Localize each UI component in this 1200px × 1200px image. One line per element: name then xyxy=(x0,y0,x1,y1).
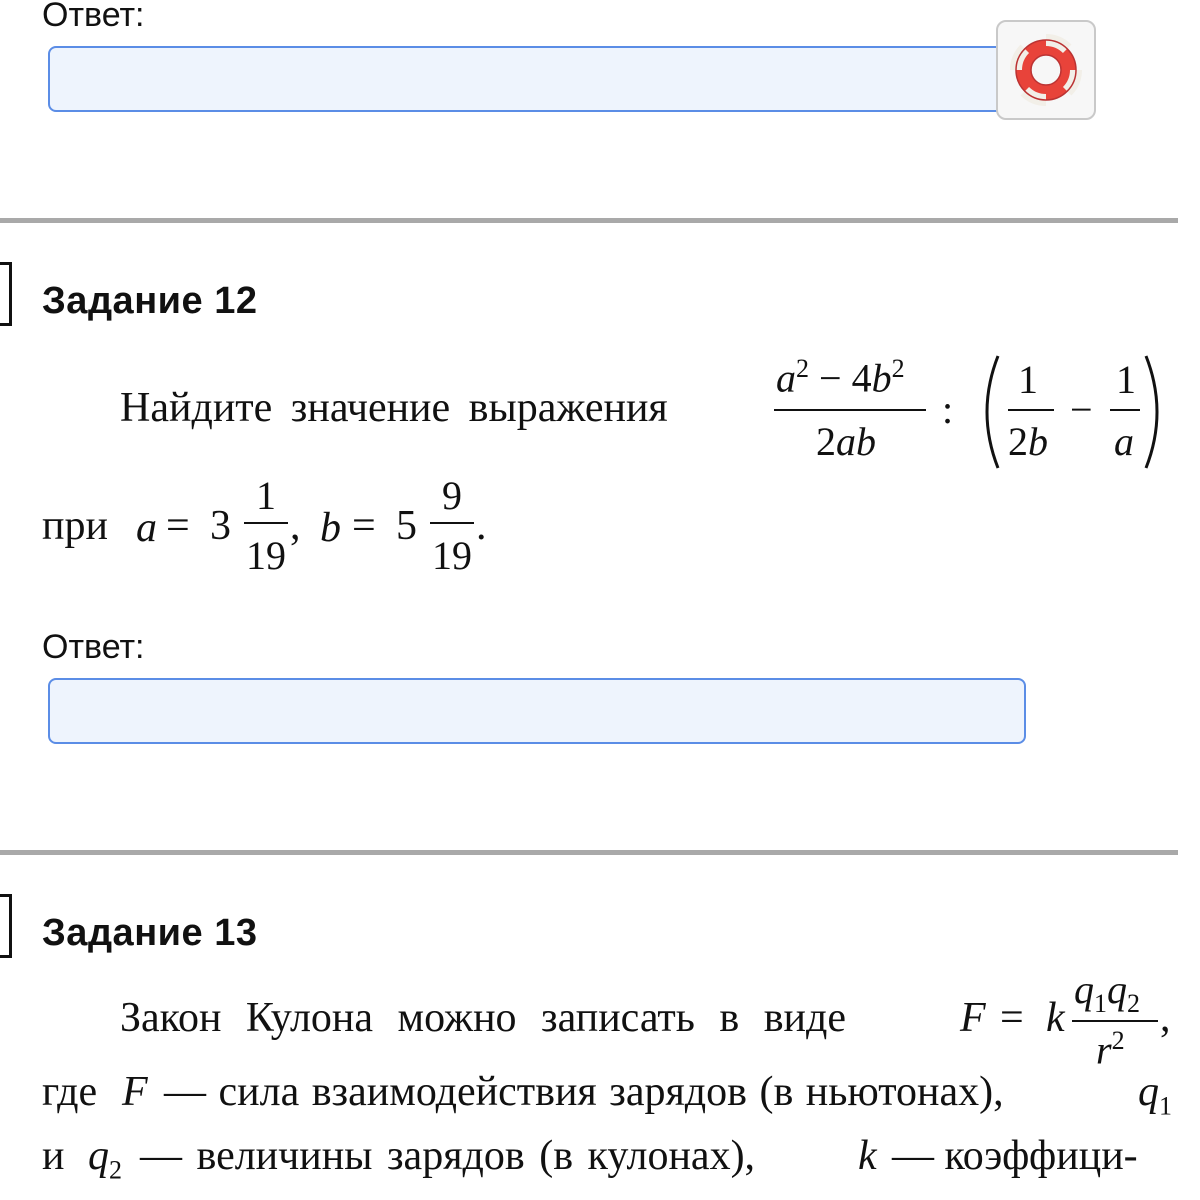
a-whole: 3 xyxy=(210,503,231,549)
help-button[interactable] xyxy=(996,20,1096,120)
a-numerator: 1 xyxy=(256,473,276,518)
section-divider xyxy=(0,218,1178,223)
fraction-bar xyxy=(244,522,288,524)
frac-den-2b: 2b xyxy=(1008,419,1048,464)
comma: , xyxy=(290,503,301,549)
task13-line2-text: — сила взаимодействия зарядов (в ньютонах), xyxy=(164,1069,1004,1115)
equals-sign: = xyxy=(166,503,190,549)
formula-F: F xyxy=(960,995,986,1041)
frac-one-b: 1 xyxy=(1116,357,1136,402)
formula-k: k xyxy=(1046,995,1065,1041)
task13-line3-text: — величины зарядов (в кулонах), xyxy=(140,1133,756,1179)
formula-comma: , xyxy=(1160,995,1171,1041)
expr-denominator: 2ab xyxy=(816,419,876,464)
fraction-bar xyxy=(1072,1020,1158,1022)
fraction-bar xyxy=(430,522,474,524)
a-denominator: 19 xyxy=(246,533,286,578)
fraction-bar xyxy=(1110,409,1140,411)
answer-input-task12[interactable] xyxy=(48,678,1026,744)
task-marker[interactable] xyxy=(0,262,12,326)
formula-denominator: $r^2$ xyxy=(1096,1026,1125,1073)
frac-one-a: 1 xyxy=(1018,357,1038,402)
task13-line3-tail: — коэффици- xyxy=(892,1133,1138,1179)
right-paren xyxy=(1142,352,1172,472)
lifebuoy-icon xyxy=(1010,34,1082,106)
b-whole: 5 xyxy=(396,503,417,549)
task13-line1: Закон Кулона можно записать в виде xyxy=(120,995,847,1041)
expr-numerator: $a^2 - 4b^2$ xyxy=(776,354,905,401)
task12-intro-text: Найдите значение выражения xyxy=(120,385,668,431)
var-q1: $q_1$ xyxy=(1138,1069,1172,1121)
var-q2: $q_2$ xyxy=(88,1133,122,1185)
text-where: где xyxy=(42,1069,98,1115)
left-paren xyxy=(972,352,1002,472)
b-numerator: 9 xyxy=(442,473,462,518)
answer-label: Ответ: xyxy=(42,0,145,34)
colon: : xyxy=(942,387,954,432)
var-b: b xyxy=(320,505,341,551)
fraction-bar xyxy=(774,409,926,411)
period: . xyxy=(476,503,487,549)
frac-den-a: a xyxy=(1114,419,1134,464)
answer-label: Ответ: xyxy=(42,628,145,666)
var-F: F xyxy=(122,1069,148,1115)
formula-equals: = xyxy=(1000,995,1024,1041)
section-divider xyxy=(0,850,1178,855)
b-denominator: 19 xyxy=(432,533,472,578)
formula-numerator: $q_1q_2$ xyxy=(1074,967,1140,1018)
minus-sign: − xyxy=(1070,387,1093,432)
var-k: k xyxy=(858,1133,877,1179)
text-and: и xyxy=(42,1133,65,1179)
equals-sign: = xyxy=(352,503,376,549)
task-title-13: Задание 13 xyxy=(42,912,258,954)
task-title-12: Задание 12 xyxy=(42,280,258,322)
answer-input-task11[interactable] xyxy=(48,46,1008,112)
var-a: a xyxy=(136,505,157,551)
task-marker[interactable] xyxy=(0,894,12,958)
text-at: при xyxy=(42,503,108,549)
fraction-bar xyxy=(1008,409,1054,411)
